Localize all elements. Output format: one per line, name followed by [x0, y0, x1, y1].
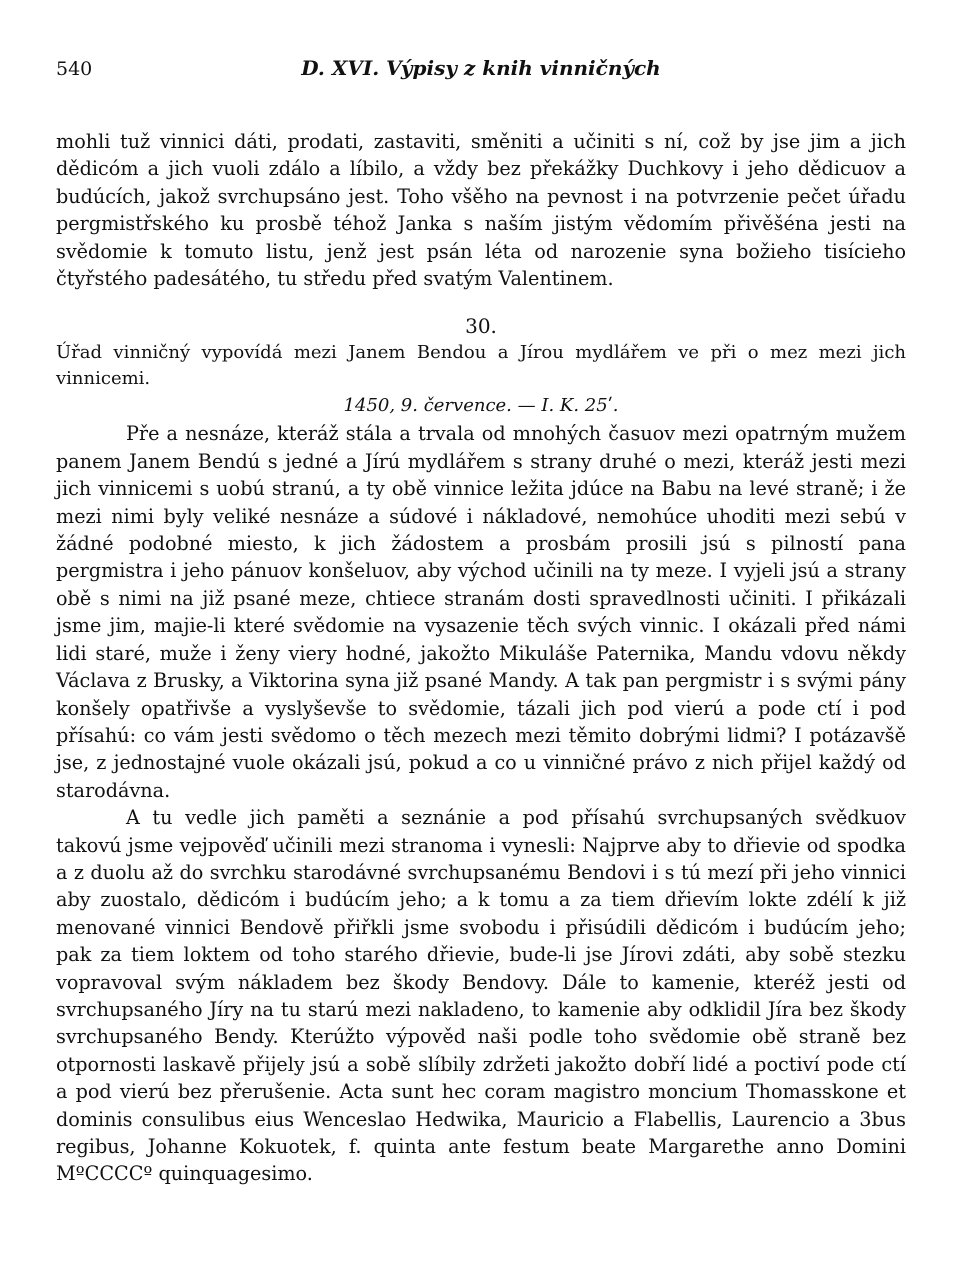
page-number: 540 [56, 58, 93, 80]
entry-number: 30. [465, 314, 497, 339]
entry-date-line: 1450, 9. července. — I. K. 25ʹ. [343, 395, 619, 417]
entry-paragraph-1: Pře a nesnáze, kteráž stála a trvala od mnohých časuov mezi opatrným mužem panem Janem Bendú s jedné a Jírú mydlářem s strany druhé o mezi, kteráž jesti mezi jich vinnicemi s uobú stranú, a ty obě vinnice ležita jdúce na Babu na levé straně; i že mezi nimi byly veliké nesnáze a súdové i nákladové, nemohúce uhoditi mezi sebú v žádné podobné miesto, k jich žádostem a prosbám prosili jsú s pilností pana pergmistra i jeho pánuov konšeluov, aby východ učinili na ty meze. I vyjeli jsú a strany obě s nimi na již psané meze, chtiece stranám dosti spravedlnosti učiniti. I přikázali jsme jim, majie-li které svědomie na vysazenie těch svých vinnic. I okázali před námi lidi staré, muže i ženy viery hodné, jakožto Mikuláše Paternika, Mandu vdovu někdy Václava z Brusky, a Viktorina syna již psané Mandy. A tak pan pergmistr i s svými pány konšely opatřivše a vyslyševše to svědomie, tázali jich pod vierú a pode ctí i pod přísahú: co vám jesti svědomo o těch mezech mezi těmito dobrými lidmi? I potázavšě jse, z jednostajné vuole okázali jsú, pokud a co u vinničné právo z nich přijel každý od starodávna. [56, 422, 906, 802]
running-head [56, 44, 906, 84]
document-page [56, 44, 906, 1188]
running-head-title: D. XVI. Výpisy z knih vinničných [301, 56, 661, 80]
entry-summary: Úřad vinničný vypovídá mezi Janem Bendou a Jírou mydlářem ve při o mez mezi jich vinnicemi. [56, 342, 906, 390]
entry-paragraph-2: A tu vedle jich paměti a seznánie a pod přísahú svrchupsaných svědkuov takovú jsme vejpověď učinili mezi stranoma i vynesli: Najprve aby to dřievie od spodka a z duolu až do svrchku starodávné svrchupsanému Bendovi i s tú mezí při jeho vinnici aby zuostalo, dědicóm i budúcím jeho; a k tomu a za tiem dřievím lokte zdélí k již menované vinnici Bendově přiřkli jsme svobodu i přisúdili dědicóm i budúcím jeho; pak za tiem loktem od toho starého dřievie, bude-li jse Jírovi zdáti, aby sobě stezku vopravoval svým nákladem bez škody Bendovy. Dále to kamenie, kteréž jesti od svrchupsaného Jíry na tu starú mezi nakladeno, to kamenie aby odklidil Jíra bez škody svrchupsaného Bendy. Kterúžto výpověd naši podle toho svědomie obě straně bez otpornosti laskavě přijely jsú a sobě slíbily zdržeti jakožto dobří lidé a poctiví pode ctí a pod vierú bez přerušenie. Acta sunt hec coram magistro moncium Thomasskone et dominis consulibus eius Wenceslao Hedwika, Mauricio a Flabellis, Laurencio a 3bus regibus, Johanne Kokuotek, f. quinta ante festum beate Margarethe anno Domini MºCCCCº quinquagesimo. [56, 806, 906, 1186]
opening-paragraph: mohli tuž vinnici dáti, prodati, zastaviti, směniti a učiniti s ní, což by jse jim a jich dědicóm a jich vuoli zdálo a líbilo, a vždy bez překážky Duchkovy i jeho dědicuov a budúcích, jakož svrchupsáno jest. Toho všěho na pevnost i na potvrzenie pečet úřadu pergmistřského ku prosbě téhož Janka s naším jistým vědomím přivěšéna jesti na svědomie k tomuto listu, jenž jest psán léta od narozenie syna božieho tisícieho čtyřstého padesátého, tu středu před svatým Valentinem. [56, 130, 906, 291]
